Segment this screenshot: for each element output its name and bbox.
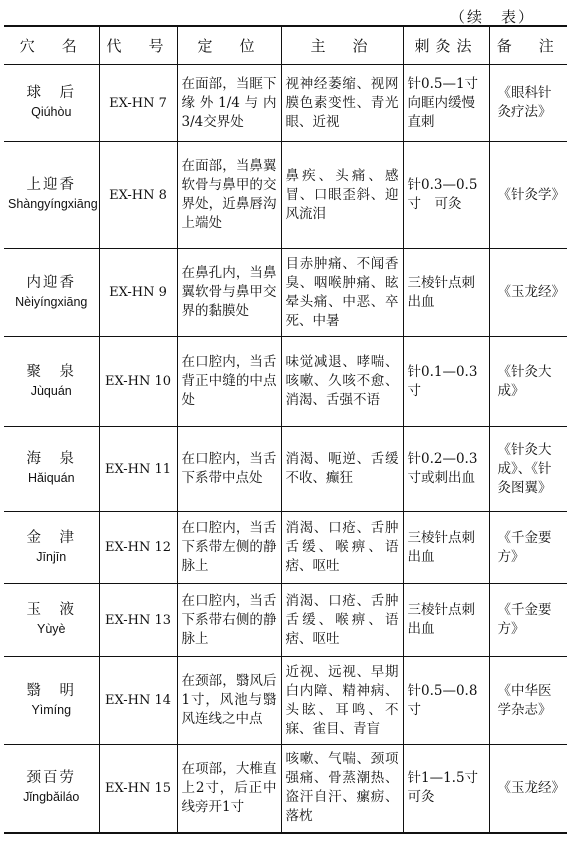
point-name: 金 津	[26, 529, 76, 546]
point-name-cell	[4, 512, 99, 584]
point-pinyin: Yìmíng	[31, 702, 72, 717]
point-name-cell	[4, 584, 99, 657]
point-location: 在项部，大椎直上2寸，后正中线旁开1寸	[177, 745, 281, 833]
acupoint-table	[4, 25, 567, 834]
point-note: 《千金要方》	[489, 512, 567, 584]
point-indications: 消渴、口疮、舌肿舌缓、喉痹、语痞、呕吐	[281, 512, 403, 584]
point-note: 《眼科针灸疗法》	[489, 65, 567, 142]
point-indications: 咳嗽、气喘、颈项强痛、骨蒸潮热、盗汗自汗、瘰疬、落枕	[281, 745, 403, 833]
point-location: 在面部，当鼻翼软骨与鼻甲的交界处，近鼻唇沟上端处	[177, 142, 281, 249]
point-indications: 消渴、口疮、舌肿舌缓、喉痹、语痞、呕吐	[281, 584, 403, 657]
point-indications: 消渴、呃逆、舌缓不收、癫狂	[281, 427, 403, 512]
point-method: 针0.3—0.5寸 可灸	[403, 142, 489, 249]
continued-label: （续 表）	[449, 8, 535, 26]
point-note: 《针灸大成》	[489, 337, 567, 427]
point-pinyin: Jīnjīn	[36, 549, 67, 564]
point-name: 翳 明	[26, 682, 76, 699]
point-code: EX-HN 10	[99, 337, 177, 427]
header-note: 备 注	[489, 26, 567, 65]
point-indications: 目赤肿痛、不闻香臭、咽喉肿痛、眩晕头痛、中恶、卒死、中暑	[281, 249, 403, 337]
point-name: 聚 泉	[26, 363, 76, 380]
point-method: 针0.2—0.3寸或刺出血	[403, 427, 489, 512]
point-code: EX-HN 9	[99, 249, 177, 337]
point-code: EX-HN 15	[99, 745, 177, 833]
point-name-cell	[4, 142, 99, 249]
point-method: 针0.5—1寸向眶内缓慢直刺	[403, 65, 489, 142]
point-code: EX-HN 7	[99, 65, 177, 142]
header-indications: 主 治	[281, 26, 403, 65]
point-note: 《千金要方》	[489, 584, 567, 657]
point-method: 针0.5—0.8寸	[403, 657, 489, 745]
point-method: 三棱针点刺出血	[403, 249, 489, 337]
point-pinyin: Nèiyíngxiāng	[15, 294, 88, 309]
table-row	[4, 512, 567, 584]
point-name: 内迎香	[26, 274, 76, 291]
point-code: EX-HN 8	[99, 142, 177, 249]
table-row	[4, 657, 567, 745]
header-location: 定 位	[177, 26, 281, 65]
table-row	[4, 427, 567, 512]
point-code: EX-HN 13	[99, 584, 177, 657]
point-method: 三棱针点刺出血	[403, 584, 489, 657]
point-name-cell	[4, 745, 99, 833]
point-location: 在口腔内，当舌下系带左侧的静脉上	[177, 512, 281, 584]
header-row	[4, 26, 567, 65]
point-pinyin: Shàngyíngxiāng	[8, 197, 98, 211]
point-method: 针1—1.5寸 可灸	[403, 745, 489, 833]
point-pinyin: Hǎiquán	[27, 471, 75, 485]
point-pinyin: Jùquán	[30, 383, 72, 398]
point-location: 在面部，当眶下缘外1/4与内3/4交界处	[177, 65, 281, 142]
table-row	[4, 142, 567, 249]
table-row	[4, 584, 567, 657]
point-indications: 鼻疾、头痛、感冒、口眼歪斜、迎风流泪	[281, 142, 403, 249]
point-name: 球 后	[26, 85, 76, 101]
point-location: 在鼻孔内，当鼻翼软骨与鼻甲交界的黏膜处	[177, 249, 281, 337]
point-indications: 味觉减退、哮喘、咳嗽、久咳不愈、消渴、舌强不语	[281, 337, 403, 427]
point-location: 在口腔内，当舌背正中缝的中点处	[177, 337, 281, 427]
header-code: 代 号	[99, 26, 177, 65]
point-note: 《中华医学杂志》	[489, 657, 567, 745]
point-location: 在口腔内，当舌下系带中点处	[177, 427, 281, 512]
point-name-cell	[4, 337, 99, 427]
point-code: EX-HN 12	[99, 512, 177, 584]
point-name-cell	[4, 657, 99, 745]
point-pinyin: Qiúhòu	[31, 105, 72, 119]
point-name: 玉 液	[26, 602, 76, 618]
point-method: 三棱针点刺出血	[403, 512, 489, 584]
point-location: 在口腔内，当舌下系带右侧的静脉上	[177, 584, 281, 657]
point-name-cell	[4, 427, 99, 512]
table-row	[4, 65, 567, 142]
point-name-cell	[4, 65, 99, 142]
point-name: 颈百劳	[26, 770, 76, 787]
point-code: EX-HN 14	[99, 657, 177, 745]
point-code: EX-HN 11	[99, 427, 177, 512]
point-name: 海 泉	[26, 451, 76, 467]
point-note: 《针灸学》	[489, 142, 567, 249]
point-location: 在颈部，翳风后1寸，风池与翳风连线之中点	[177, 657, 281, 745]
point-indications: 近视、远视、早期白内障、精神病、头眩、耳鸣、不寐、雀目、青盲	[281, 657, 403, 745]
point-method: 针0.1—0.3寸	[403, 337, 489, 427]
table-row	[4, 337, 567, 427]
table-row	[4, 249, 567, 337]
point-name-cell	[4, 249, 99, 337]
point-note: 《玉龙经》	[489, 745, 567, 833]
header-method: 刺灸法	[403, 26, 489, 65]
point-pinyin: Jǐngbǎiláo	[23, 790, 80, 805]
point-note: 《玉龙经》	[489, 249, 567, 337]
point-pinyin: Yùyè	[37, 622, 66, 636]
point-note: 《针灸大成》、《针灸图翼》	[489, 427, 567, 512]
point-name: 上迎香	[26, 177, 76, 193]
table-row	[4, 745, 567, 833]
header-name: 穴 名	[4, 26, 99, 65]
point-indications: 视神经萎缩、视网膜色素变性、青光眼、近视	[281, 65, 403, 142]
